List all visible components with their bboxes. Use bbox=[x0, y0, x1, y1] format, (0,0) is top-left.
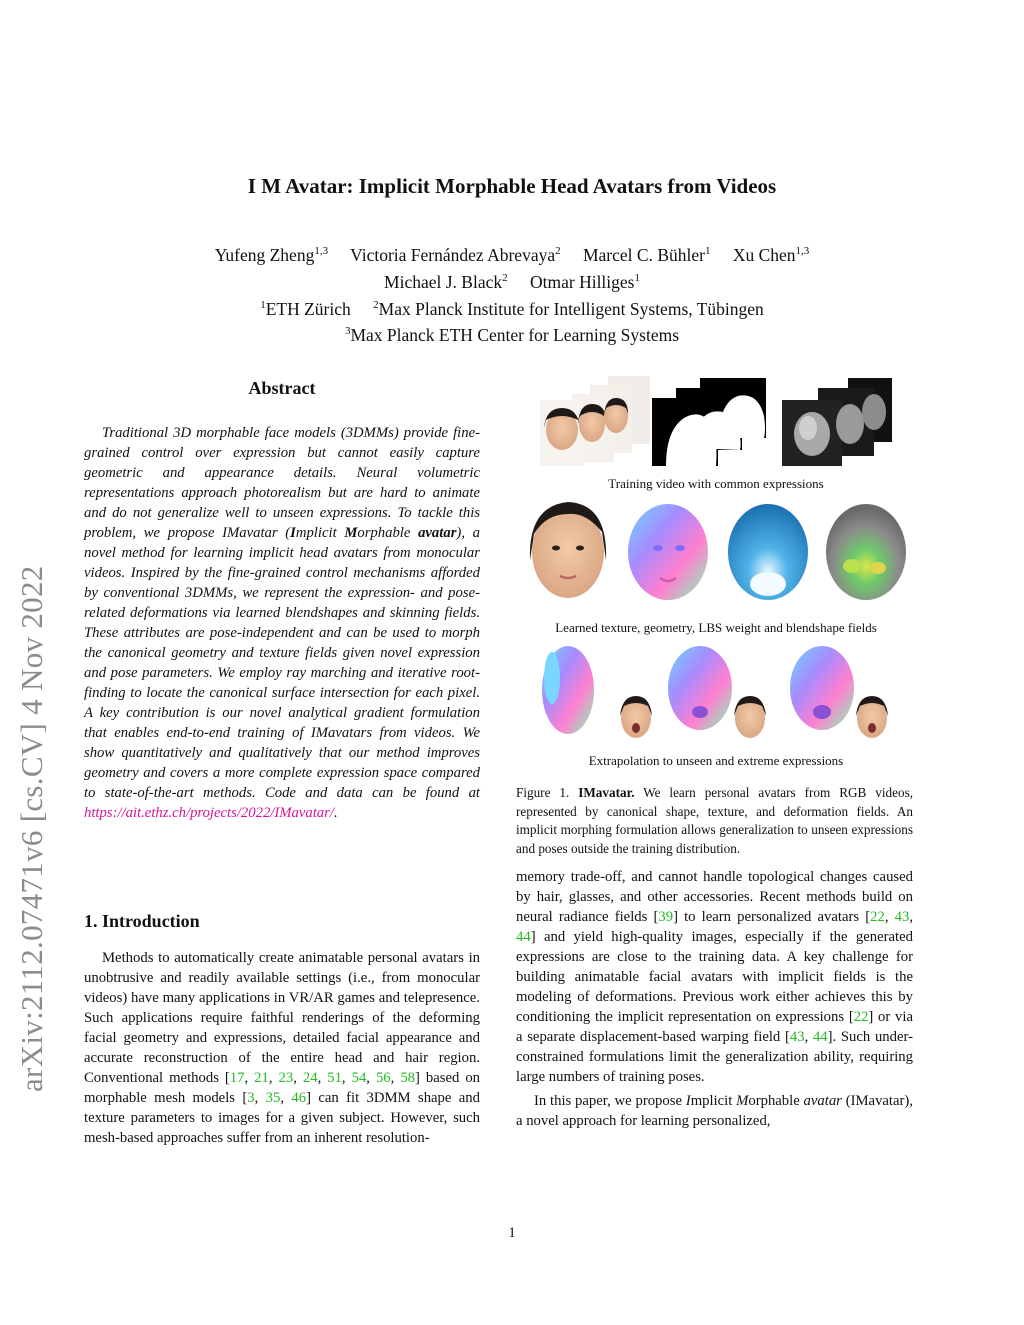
body-text: ] to learn personalized avatars [ bbox=[673, 909, 871, 925]
body-text: ]. Such under-constrained formulations limit the generalization ability, requiring large numbers of training poses. bbox=[516, 1029, 913, 1085]
affiliation-number: 2 bbox=[373, 298, 379, 311]
caption-text: We learn personal avatars from RGB videos, represented by canonical shape, texture, and deformation fields. An implicit morphing formulation allows generalization to unseen expressions and poses outside the training distribution. bbox=[516, 785, 913, 856]
figure-row-label-extrapolation: Extrapolation to unseen and extreme expressions bbox=[588, 753, 844, 768]
intro-paragraph: Methods to automatically create animatable personal avatars in unobtrusive and readily available settings (i.e., from monocular videos) have many applications in VR/AR games and telepresence. Such applications require faithful renderings of the deforming facial geometry and expressions, detailed facial appearance and accurate reconstruction of the entire head and hair region. Conventional methods [17, 21, 23, 24, 51, 54, 56, 58] based on morphable mesh models [3, 35, 46] can fit 3DMM shape and texture parameters to images for a given subject. However, such mesh-based approaches suffer from an inherent resolution- bbox=[84, 950, 481, 1146]
figure-1-image bbox=[516, 372, 916, 772]
citation-link[interactable]: 35 bbox=[265, 1090, 281, 1106]
author-name: Yufeng Zheng bbox=[214, 244, 315, 265]
training-geometry-renders bbox=[782, 378, 892, 466]
body-emph: avatar bbox=[803, 1093, 842, 1109]
training-masks bbox=[652, 378, 766, 466]
intro-text: ] can fit 3DMM shape and texture parameters to images for a given subject. However, such mesh-based approaches suffer from an inherent resolution- bbox=[84, 1090, 480, 1146]
affiliation-number: 3 bbox=[344, 325, 351, 338]
abstract-heading: Abstract bbox=[248, 378, 316, 398]
author-affiliation-mark: 1 bbox=[704, 245, 711, 257]
page-number: 1 bbox=[508, 1225, 516, 1241]
citation-link[interactable]: 39 bbox=[658, 909, 674, 925]
author-affiliation-mark: 1,3 bbox=[314, 245, 329, 257]
project-link[interactable]: https://ait.ethz.ch/projects/2022/IMavatar/ bbox=[84, 805, 334, 821]
intro-text: Methods to automatically create animatable personal avatars in unobtrusive and readily available settings (i.e., from monocular videos) have many applications in VR/AR games and telepresence. Such applications require faithful renderings of the deforming facial geometry and expressions, detailed facial appearance and accurate reconstruction of the entire head and hair region. Conventional methods [ bbox=[84, 950, 480, 1086]
citation-link[interactable]: 44 bbox=[812, 1029, 828, 1045]
arxiv-stamp: arXiv:2112.07471v6 [cs.CV] 4 Nov 2022 bbox=[14, 565, 49, 1092]
abstract-body bbox=[84, 423, 480, 823]
abstract-emph: I bbox=[290, 525, 296, 541]
citation-link[interactable]: 51 bbox=[327, 1070, 342, 1086]
citation-link[interactable]: 21 bbox=[254, 1070, 269, 1086]
author-affiliation-mark: 1 bbox=[634, 271, 640, 284]
abstract-text: . bbox=[333, 805, 338, 821]
author-affiliation-mark: 1,3 bbox=[795, 245, 810, 257]
author-name: Otmar Hilliges bbox=[529, 271, 635, 292]
learned-geometry-normals bbox=[628, 504, 708, 600]
body-text: (IMavatar), a novel approach for learning personalized, bbox=[516, 1093, 913, 1129]
citation-link[interactable]: 3 bbox=[247, 1090, 255, 1106]
learned-blendshape-field bbox=[826, 504, 906, 600]
abstract-text: ), a novel method for learning implicit head avatars from monocular videos. Inspired by the fine-grained control mechanisms afforded by conventional 3DMMs, we represent the expression- and pose-related deformations via learned blendshapes and skinning fields. These attributes are pose-independent and can be used to morph the canonical geometry and texture fields given novel expression and pose parameters. We employ ray marching and iterative root-finding to locate the canonical surface intersection for each pixel. A key contribution is our novel analytical gradient formulation that enables end-to-end training of IMavatars from videos. We show quantitatively and qualitatively that our method improves geometry and covers a more complete expression space compared to state-of-the-art methods. Code and data can be found at bbox=[84, 525, 480, 801]
citation-link[interactable]: 54 bbox=[351, 1070, 367, 1086]
affiliation-name: Max Planck Institute for Intelligent Systems, Tübingen bbox=[378, 298, 764, 319]
author-affiliation-mark: 2 bbox=[502, 271, 508, 284]
affiliation-name: Max Planck ETH Center for Learning Systems bbox=[350, 325, 680, 346]
figure-row-label-fields: Learned texture, geometry, LBS weight and blendshape fields bbox=[555, 620, 877, 635]
affiliation-line-1 bbox=[0, 294, 1024, 321]
affiliation-line-2 bbox=[0, 320, 1024, 347]
citation-link[interactable]: 44 bbox=[516, 929, 531, 945]
body-text: orphable bbox=[748, 1093, 804, 1109]
figure-row-label-training: Training video with common expressions bbox=[608, 476, 824, 491]
body-text: ] or via a separate displacement-based warping field [ bbox=[516, 1009, 913, 1045]
author-block bbox=[0, 240, 1024, 347]
right-column-body bbox=[516, 867, 913, 1131]
abstract-emph: M bbox=[344, 525, 358, 541]
body-text: memory trade-off, and cannot handle topological changes caused by hair, glasses, and other accessories. Recent methods build on neural radiance fields [ bbox=[516, 869, 913, 925]
learned-texture-render bbox=[530, 502, 606, 598]
affiliation-number: 1 bbox=[260, 298, 266, 311]
body-emph: M bbox=[736, 1093, 749, 1109]
author-name: Michael J. Black bbox=[384, 271, 503, 292]
learned-lbs-weights bbox=[728, 504, 808, 600]
caption-title: IMavatar. bbox=[578, 785, 635, 800]
paper-title: I M Avatar: Implicit Morphable Head Avatars from Videos bbox=[247, 174, 777, 198]
affiliation-name: ETH Zürich bbox=[265, 298, 351, 319]
abstract-text: Traditional 3D morphable face models (3DMMs) provide fine-grained control over expression but cannot easily capture geometric and appearance details. Neural volumetric representations approach photorealism but are hard to animate and do not generalize well to unseen expressions. To tackle this problem, we propose IMavatar ( bbox=[84, 425, 480, 541]
caption-label: Figure 1. bbox=[516, 785, 579, 800]
section-heading-introduction: 1. Introduction bbox=[84, 911, 200, 931]
citation-link[interactable]: 23 bbox=[278, 1070, 294, 1086]
author-name: Xu Chen bbox=[732, 244, 796, 265]
right-paragraph-2 bbox=[516, 1091, 913, 1131]
citation-link[interactable]: 22 bbox=[853, 1009, 869, 1025]
author-line-2 bbox=[0, 267, 1024, 294]
right-paragraph-1: memory trade-off, and cannot handle topological changes caused by hair, glasses, and other accessories. Recent methods build on neural radiance fields [39] to learn personalized avatars [22, 43, 44] and yield high-quality images, especially if the generated expressions are close to the training data. A key challenge for building animatable facial avatars with implicit fields is the modeling of deformations. Previous work either achieves this by conditioning the implicit representation on expressions [22] or via a separate displacement-based warping field [43, 44]. Such under-constrained formulations limit the generalization ability, requiring large numbers of training poses. bbox=[516, 869, 913, 1085]
author-affiliation-mark: 2 bbox=[555, 245, 561, 257]
body-text: In this paper, we propose bbox=[534, 1093, 686, 1109]
abstract-text: mplicit bbox=[295, 525, 345, 541]
abstract-emph: avatar bbox=[418, 525, 457, 541]
citation-link[interactable]: 22 bbox=[870, 909, 885, 925]
figure-1-caption bbox=[516, 784, 913, 858]
citation-link[interactable]: 58 bbox=[400, 1070, 415, 1086]
training-video-frames bbox=[540, 376, 650, 466]
citation-link[interactable]: 46 bbox=[291, 1090, 307, 1106]
body-text: mplicit bbox=[690, 1093, 737, 1109]
citation-link[interactable]: 43 bbox=[894, 909, 910, 925]
citation-link[interactable]: 43 bbox=[789, 1029, 805, 1045]
author-line-1 bbox=[0, 240, 1024, 267]
author-name: Victoria Fernández Abrevaya bbox=[350, 244, 556, 265]
citation-link[interactable]: 56 bbox=[375, 1070, 391, 1086]
extrapolation-results bbox=[542, 646, 888, 738]
citation-link[interactable]: 24 bbox=[302, 1070, 318, 1086]
citation-link[interactable]: 17 bbox=[229, 1070, 245, 1086]
body-text: ] and yield high-quality images, especially if the generated expressions are close to the training data. A key challenge for building animatable facial avatars with implicit fields is the modeling of deformations. Previous work either achieves this by conditioning the implicit representation on expressions [ bbox=[516, 929, 913, 1025]
intro-text: ] based on morphable mesh models [ bbox=[84, 1070, 481, 1106]
body-emph: I bbox=[685, 1093, 691, 1109]
abstract-text: orphable bbox=[357, 525, 419, 541]
author-name: Marcel C. Bühler bbox=[582, 244, 705, 265]
